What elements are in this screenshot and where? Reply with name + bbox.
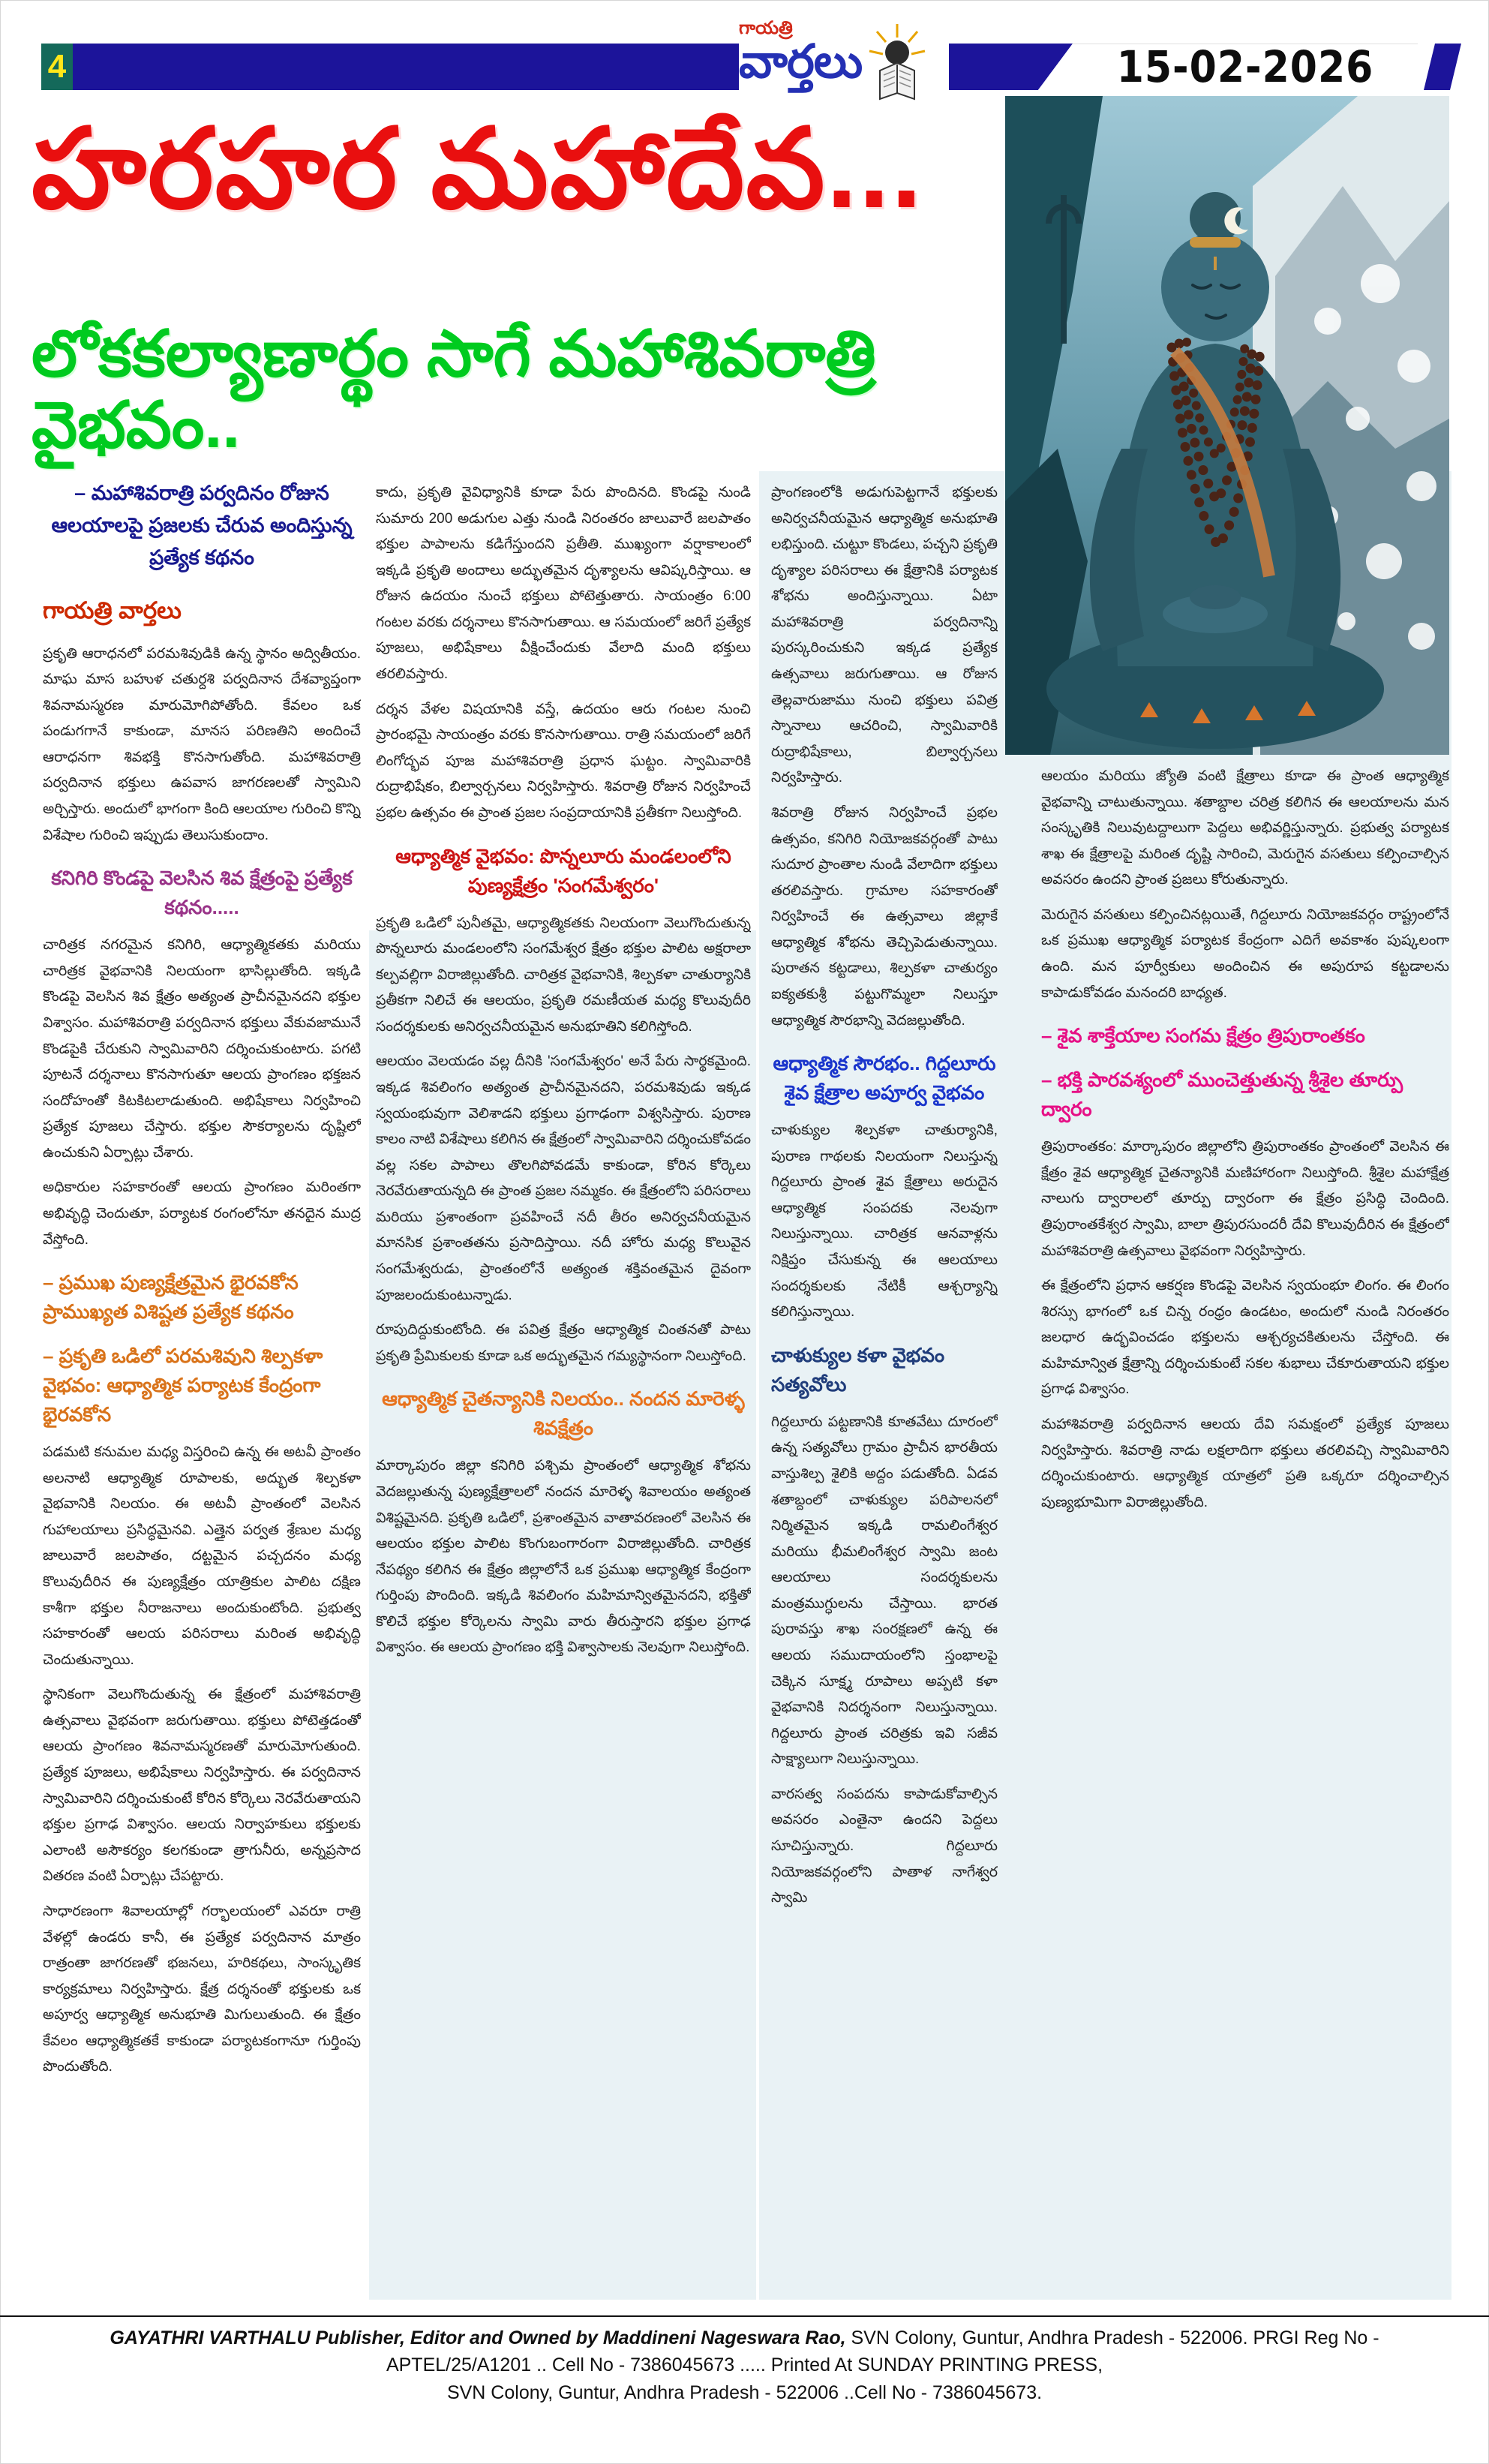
body-paragraph: త్రిపురాంతకం: మార్కాపురం జిల్లాలోని త్రిపురాంతకం ప్రాంతంలో వెలసిన ఈ క్షేత్రం శైవ ఆధ్యాత్మిక చైతన్యానికి మణిహారంగా నిలుస్తోంది. శ్రీశైల మహాక్షేత్ర నాలుగు ద్వారాలలో తూర్పు ద్వారంగా ఈ క్షేత్రం ప్రసిద్ధి చెందింది. త్రిపురాంతకేశ్వర స్వామి, బాలా త్రిపురసుందరీ దేవి కొలువుదీరిన ఈ క్షేత్రంలో మహాశివరాత్రి ఉత్సవాలు వైభవంగా నిర్వహిస్తారు. (1041, 1139, 1449, 1259)
main-headline: హరహర మహాదేవ... (32, 107, 923, 231)
header-bar-right-slant (1424, 44, 1461, 90)
date-zone (1073, 44, 1418, 91)
reader-with-sun-icon (865, 18, 929, 112)
section-subhead: – శైవ శాక్తేయాల సంగమ క్షేత్రం త్రిపురాంతకం (1041, 1024, 1365, 1047)
section-subhead: – ప్రకృతి ఒడిలో పరమశివుని శిల్పకళా వైభవం: ఆధ్యాత్మిక పర్యాటక కేంద్రంగా భైరవకోన (43, 1345, 323, 1426)
body-paragraph: ప్రాంగణంలోకి అడుగుపెట్టగానే భక్తులకు అనిర్వచనీయమైన ఆధ్యాత్మిక అనుభూతి లభిస్తుంది. చుట్టూ కొండలు, పచ్చని ప్రకృతి దృశ్యాల పరిసరాలు ఈ క్షేత్రానికి పర్యాటక శోభను అందిస్తున్నాయి. ఏటా మహాశివరాత్రి పర్వదినాన్ని పురస్కరించుకుని ఇక్కడ ప్రత్యేక ఉత్సవాలు జరుగుతాయి. ఆ రోజున తెల్లవారుజాము నుంచి భక్తులు పవిత్ర స్నానాలు ఆచరించి, స్వామివారికి రుద్రాభిషేకాలు, బిల్వార్చనలు నిర్వహిస్తారు. (771, 485, 998, 786)
body-paragraph: గిద్దలూరు పట్టణానికి కూతవేటు దూరంలో ఉన్న సత్యవోలు గ్రామం ప్రాచీన భారతీయ వాస్తుశిల్ప శైలికి అద్దం పడుతోంది. ఏడవ శతాబ్దంలో చాళుక్యుల పరిపాలనలో నిర్మితమైన ఇక్కడి రామలింగేశ్వర మరియు భీమలింగేశ్వర స్వామి జంట ఆలయాలు సందర్శకులను మంత్రముగ్ధులను చేస్తాయి. భారత పురావస్తు శాఖ సంరక్షణలో ఉన్న ఈ ఆలయ సముదాయంలోని స్తంభాలపై చెక్కిన సూక్ష్మ రూపాలు అప్పటి కళా వైభవానికి నిదర్శనంగా నిలుస్తున్నాయి. గిద్దలూరు ప్రాంత చరిత్రకు ఇవి సజీవ సాక్ష్యాలుగా నిలుస్తున్నాయి. (771, 1414, 998, 1768)
body-paragraph: అధికారుల సహకారంతో ఆలయ ప్రాంగణం మరింతగా అభివృద్ధి చెందుతూ, పర్యాటక రంగంలోనూ తనదైన ముద్ర వేస్తోంది. (43, 1179, 361, 1248)
shiva-statue-photo (1005, 96, 1449, 755)
text-column-1 (43, 474, 361, 2305)
section-subhead: ఆధ్యాత్మిక వైభవం: పొన్నలూరు మండలంలోని పుణ్యక్షేత్రం 'సంగమేశ్వరం' (395, 844, 731, 897)
body-paragraph: మార్కాపురం జిల్లా కనిగిరి పశ్చిమ ప్రాంతంలో ఆధ్యాత్మిక శోభను వెదజల్లుతున్న పుణ్యక్షేత్రాలలో నందన మారెళ్ళ శివాలయం అత్యంత విశిష్టమైనది. ప్రకృతి ఒడిలో, ప్రశాంతమైన వాతావరణంలో వెలసిన ఈ ఆలయం భక్తుల పాలిట కొంగుబంగారంగా విరాజిల్లుతోంది. చారిత్రక నేపథ్యం కలిగిన ఈ క్షేత్రం జిల్లాలోనే ఒక ప్రముఖ ఆధ్యాత్మిక కేంద్రంగా గుర్తింపు పొందింది. ఇక్కడి శివలింగం మహిమాన్వితమైనదని, భక్తితో కొలిచే భక్తుల కోర్కెలను స్వామి వారు తీరుస్తారని భక్తుల ప్రగాఢ విశ్వాసం. ఈ ఆలయ ప్రాంగణం భక్తి విశ్వాసాలకు నెలవుగా నిలుస్తోంది. (376, 1458, 751, 1656)
section-subhead: చాళుక్యుల కళా వైభవం సత్యవోలు (771, 1343, 945, 1396)
section-subhead: కనిగిరి కొండపై వెలసిన శివ క్షేత్రంపై ప్రత్యేక కథనం..... (51, 867, 353, 919)
article-lead: – మహాశివరాత్రి పర్వదినం రోజున ఆలయాలపై ప్రజలకు చేరువ అందిస్తున్న ప్రత్యేక కథనం (51, 482, 353, 569)
masthead-top-label: గాయత్రి (739, 18, 793, 38)
publisher-name: GAYATHRI VARTHALU Publisher, Editor and Owned by Maddineni Nageswara Rao, (110, 2327, 846, 2348)
imprint-line-1 (0, 2324, 1489, 2351)
body-paragraph: ఆలయం వెలయడం వల్ల దీనికి 'సంగమేశ్వరం' అనే పేరు సార్థకమైంది. ఇక్కడ శివలింగం అత్యంత ప్రాచీనమైనదని, పరమశివుడు ఇక్కడ స్వయంభువుగా వెలిశాడని భక్తులు ప్రగాఢంగా విశ్వసిస్తారు. పురాణ కాలం నాటి విశేషాలు కలిగిన ఈ క్షేత్రంలో స్వామివారిని దర్శించుకోవడం వల్ల సకల పాపాలు తొలగిపోవడమే కాకుండా, కోరిన కోర్కెలు నెరవేరుతాయన్నది ఈ ప్రాంత ప్రజల నమ్మకం. ఈ క్షేత్రంలోని పరిసరాలు మరియు ప్రశాంతంగా ప్రవహించే నదీ తీరం అనిర్వచనీయమైన మానసిక ప్రశాంతతను ప్రసాదిస్తాయి. నదీ హోరు మధ్య కొలువైన సంగమేశ్వరుడు, ప్రాంతంలోనే అత్యంత శక్తివంతమైన దైవంగా పూజలందుకుంటున్నాడు. (376, 1053, 751, 1303)
section-subhead: – భక్తి పారవశ్యంలో ముంచెత్తుతున్న శ్రీశైల తూర్పు ద్వారం (1041, 1068, 1403, 1121)
text-column-3 (771, 480, 998, 2302)
body-paragraph: మహాశివరాత్రి పర్వదినాన ఆలయ దేవి సమక్షంలో ప్రత్యేక పూజలు నిర్వహిస్తారు. శివరాత్రి నాడు లక్షలాదిగా భక్తులు తరలివచ్చి స్వామివారిని దర్శించుకుంటారు. ఆధ్యాత్మిక యాత్రలో ప్రతి ఒక్కరూ దర్శించాల్సిన పుణ్యభూమిగా విరాజిల్లుతోంది. (1041, 1416, 1449, 1510)
byline: గాయత్రి వార్తలు (43, 596, 182, 624)
imprint-footer (0, 2315, 1489, 2406)
imprint-line-3: SVN Colony, Guntur, Andhra Pradesh - 522006 ..Cell No - 7386045673. (446, 2381, 1043, 2403)
body-paragraph: ప్రకృతి ఆరాధనలో పరమశివుడికి ఉన్న స్థానం అద్వితీయం. మాఘ మాస బహుళ చతుర్దశి పర్వదినాన దేశవ్యాప్తంగా శివనామస్మరణ మారుమోగిపోతోంది. కేవలం ఒక పండుగగానే కాకుండా, మానస పరిణతిని అందించే ఆరాధనగా శివభక్తి కొనసాగుతోంది. మహాశివరాత్రి పర్వదినాన భక్తులు ఉపవాస జాగరణలతో స్వామిని అర్చిస్తారు. అందులో భాగంగా కింది ఆలయాల గురించి కొన్ని విశేషాల గురించి ఇప్పుడు తెలుసుకుందాం. (43, 645, 361, 843)
section-subhead: ఆధ్యాత్మిక సౌరభం.. గిద్దలూరు శైవ క్షేత్రాల అపూర్వ వైభవం (773, 1052, 996, 1104)
body-paragraph: శివరాత్రి రోజున నిర్వహించే ప్రభల ఉత్సవం, కనిగిరి నియోజకవర్గంతో పాటు సుదూర ప్రాంతాల నుండి వేలాదిగా భక్తులు తరలివస్తారు. గ్రామాల సహకారంతో నిర్వహించే ఈ ఉత్సవాలు జిల్లాకే ఆధ్యాత్మిక శోభను తెచ్చిపెడుతున్నాయి. పురాతన కట్టడాలు, శిల్పకళా చాతుర్యం ఐక్యతకుశ్రీ పట్టుగొమ్మలా నిలుస్తూ ఆధ్యాత్మిక సౌరభాన్ని వెదజల్లుతోంది. (771, 804, 998, 1029)
body-paragraph: కాదు, ప్రకృతి వైవిధ్యానికి కూడా పేరు పొందినది. కొండపై నుండి సుమారు 200 అడుగుల ఎత్తు నుండి నిరంతరం జాలువారే జలపాతం భక్తుల పాపాలను కడిగేస్తుందని ప్రతీతి. ముఖ్యంగా వర్షాకాలంలో ఇక్కడి ప్రకృతి అందాలు అద్భుతమైన దృశ్యాలను ఆవిష్కరిస్తాయి. ఆ రోజున ఉదయం నుంచే భక్తులు పోటెత్తుతారు. సాయంత్రం 6:00 గంటల వరకు దర్శనాలు కొనసాగుతాయి. ఆ సమయంలో జరిగే ప్రత్యేక పూజలు, అభిషేకాలు వీక్షించేందుకు వేలాది మంది భక్తులు తరలివస్తారు. (376, 485, 751, 683)
body-paragraph: చారిత్రక నగరమైన కనిగిరి, ఆధ్యాత్మికతకు మరియు చారిత్రక వైభవానికి నిలయంగా భాసిల్లుతోంది. ఇక్కడి కొండపై వెలసిన శివ క్షేత్రం అత్యంత ప్రాచీనమైనదని భక్తుల విశ్వాసం. మహాశివరాత్రి పర్వదినాన భక్తులు వేకువజామునే కొండపైకి చేరుకుని స్వామివారిని దర్శించుకుంటారు. పగటి పూటనే దర్శనాలు కొనసాగుతూ ఆలయ ప్రాంగణం భక్తజన సందోహంతో కిటకిటలాడుతుంది. అభిషేకాలు నిర్వహించి ప్రత్యేక పూజలు చేస్తారు. భక్తుల సౌకర్యాలను దృష్టిలో ఉంచుకుని ఏర్పాట్లు చేశారు. (43, 937, 361, 1161)
body-paragraph: వారసత్వ సంపదను కాపాడుకోవాల్సిన అవసరం ఎంతైనా ఉందని పెద్దలు సూచిస్తున్నారు. గిద్దలూరు నియోజకవర్గంలోని పాతాళ నాగేశ్వర స్వామి (771, 1786, 998, 1907)
section-subhead: – ప్రముఖ పుణ్యక్షేత్రమైన భైరవకోన ప్రాముఖ్యత విశిష్టత ప్రత్యేక కథనం (43, 1271, 299, 1324)
body-paragraph: ప్రకృతి ఒడిలో పునీతమై, ఆధ్యాత్మికతకు నిలయంగా వెలుగొందుతున్న పొన్నలూరు మండలంలోని సంగమేశ్వర క్షేత్రం భక్తుల పాలిట అక్షరాలా కల్పవల్లిగా విరాజిల్లుతోంది. చారిత్రక వైభవానికి, శిల్పకళా చాతుర్యానికి ప్రతీకగా నిలిచే ఈ ఆలయం, ప్రకృతి రమణీయత మధ్య కొలువుదీరి సందర్శకులకు అనిర్వచనీయమైన అనుభూతిని కలిగిస్తోంది. (376, 915, 751, 1035)
body-paragraph: దర్శన వేళల విషయానికి వస్తే, ఉదయం ఆరు గంటల నుంచి ప్రారంభమై సాయంత్రం వరకు కొనసాగుతాయి. రాత్రి సమయంలో జరిగే లింగోద్భవ పూజ మహాశివరాత్రి ప్రధాన ఘట్టం. స్వామివారికి రుద్రాభిషేకం, బిల్వార్చనలు నిర్వహిస్తారు. శివరాత్రి రోజున నిర్వహించే ప్రభల ఉత్సవం ఈ ప్రాంత ప్రజల సంప్రదాయానికి ప్రతీకగా నిలుస్తోంది. (376, 701, 751, 821)
sub-headline: లోకకల్యాణార్థం సాగే మహాశివరాత్రి వైభవం.. (32, 318, 876, 461)
page-number: 4 (47, 48, 67, 85)
body-paragraph: ఈ క్షేత్రంలోని ప్రధాన ఆకర్షణ కొండపై వెలసిన స్వయంభూ లింగం. ఈ లింగం శిరస్సు భాగంలో ఒక చిన్న రంధ్రం ఉండటం, అందులో నుండి నిరంతరం జలధార ఉద్భవించడం భక్తులను ఆశ్చర్యచకితులను చేస్తోంది. ఈ మహిమాన్విత క్షేత్రాన్ని దర్శించుకుంటే సకల శుభాలు చేకూరుతాయని భక్తుల ప్రగాఢ విశ్వాసం. (1041, 1278, 1449, 1398)
body-paragraph: మెరుగైన వసతులు కల్పించినట్లయితే, గిద్దలూరు నియోజకవర్గం రాష్ట్రంలోనే ఒక ప్రముఖ ఆధ్యాత్మిక పర్యాటక కేంద్రంగా ఎదిగే అవకాశం పుష్కలంగా ఉంది. మన పూర్వీకులు అందించిన ఈ అపురూప కట్టడాలను కాపాడుకోవడం మనందరి బాధ్యత. (1041, 906, 1449, 1001)
edition-date: 15-02-2026 (1116, 42, 1374, 93)
masthead-title: వార్తలు (739, 36, 863, 88)
text-column-4 (1041, 764, 1449, 2300)
section-subhead: ఆధ్యాత్మిక చైతన్యానికి నిలయం.. నందన మారెళ్ళ శివక్షేత్రం (382, 1387, 745, 1440)
header-bar-slant (949, 44, 1073, 90)
page-number-box (41, 44, 73, 90)
body-paragraph: రూపుదిద్దుకుంటోంది. ఈ పవిత్ర క్షేత్రం ఆధ్యాత్మిక చింతనతో పాటు ప్రకృతి ప్రేమికులకు కూడా ఒక అద్భుతమైన గమ్యస్థానంగా నిలుస్తోంది. (376, 1322, 751, 1364)
body-paragraph: పడమటి కనుమల మధ్య విస్తరించి ఉన్న ఈ అటవీ ప్రాంతం అలనాటి ఆధ్యాత్మిక రూపాలకు, అద్భుత శిల్పకళా వైభవానికి నిలయం. ఈ అటవీ ప్రాంతంలో వెలసిన గుహాలయాలు ప్రసిద్ధమైనవి. ఎత్తైన పర్వత శ్రేణుల మధ్య జాలువారే జలపాతం, దట్టమైన పచ్చదనం మధ్య కొలువుదీరిన ఈ పుణ్యక్షేత్రం యాత్రికుల పాలిట దక్షిణ కాశీగా భక్తుల నీరాజనాలు అందుకుంటోంది. ప్రభుత్వ సహకారంతో ఆలయ పరిసరాలు మరింత అభివృద్ధి చెందుతున్నాయి. (43, 1444, 361, 1668)
imprint-line-2: APTEL/25/A1201 .. Cell No - 7386045673 ..... Printed At SUNDAY PRINTING PRESS, (386, 2354, 1103, 2376)
body-paragraph: చాళుక్యుల శిల్పకళా చాతుర్యానికి, పురాణ గాథలకు నిలయంగా నిలుస్తున్న గిద్దలూరు ప్రాంత శైవ క్షేత్రాలు అరుదైన ఆధ్యాత్మిక సంపదకు నెలవుగా నిలుస్తున్నాయి. చారిత్రక ఆనవాళ్లను నిక్షిప్తం చేసుకున్న ఈ ఆలయాలు సందర్శకులకు నేటికీ ఆశ్చర్యాన్ని కలిగిస్తున్నాయి. (771, 1122, 998, 1321)
body-paragraph: ఆలయం మరియు జ్యోతి వంటి క్షేత్రాలు కూడా ఈ ప్రాంత ఆధ్యాత్మిక వైభవాన్ని చాటుతున్నాయి. శతాబ్దాల చరిత్ర కలిగిన ఈ ఆలయాలను మన సంస్కృతికి నిలువుటద్దాలుగా పెద్దలు అభివర్ణిస్తున్నారు. ప్రభుత్వ పర్యాటక శాఖ ఈ క్షేత్రాలపై మరింత దృష్టి సారించి, మెరుగైన వసతులు కల్పించాల్సిన అవసరం ఉందని ప్రాంత ప్రజలు కోరుతున్నారు. (1041, 768, 1449, 888)
body-paragraph: సాధారణంగా శివాలయాల్లో గర్భాలయంలో ఎవరూ రాత్రి వేళల్లో ఉండరు కానీ, ఈ ప్రత్యేక పర్వదినాన మాత్రం రాత్రంతా జాగరణతో భజనలు, హరికథలు, సాంస్కృతిక కార్యక్రమాలు నిర్వహిస్తారు. క్షేత్ర దర్శనంతో భక్తులకు ఒక అపూర్వ ఆధ్యాత్మిక అనుభూతి మిగులుతుంది. ఈ క్షేత్రం కేవలం ఆధ్యాత్మికతకే కాకుండా పర్యాటకంగానూ గుర్తింపు పొందుతోంది. (43, 1903, 361, 2075)
text-column-2 (376, 480, 751, 2302)
publisher-address: SVN Colony, Guntur, Andhra Pradesh - 522006. PRGI Reg No - (845, 2327, 1379, 2348)
body-paragraph: స్థానికంగా వెలుగొందుతున్న ఈ క్షేత్రంలో మహాశివరాత్రి ఉత్సవాలు వైభవంగా జరుగుతాయి. భక్తులు పోటెత్తడంతో ఆలయ ప్రాంగణం శివనామస్మరణతో మారుమోగుతుంది. ప్రత్యేక పూజలు, అభిషేకాలు నిర్వహిస్తారు. ఈ పర్వదినాన స్వామివారిని దర్శించుకుంటే కోరిన కోర్కెలు నెరవేరుతాయని భక్తుల ప్రగాఢ విశ్వాసం. ఆలయ నిర్వాహకులు భక్తులకు ఎలాంటి అసౌకర్యం కలగకుండా త్రాగునీరు, అన్నప్రసాద వితరణ వంటి ఏర్పాట్లు చేపట్టారు. (43, 1687, 361, 1885)
